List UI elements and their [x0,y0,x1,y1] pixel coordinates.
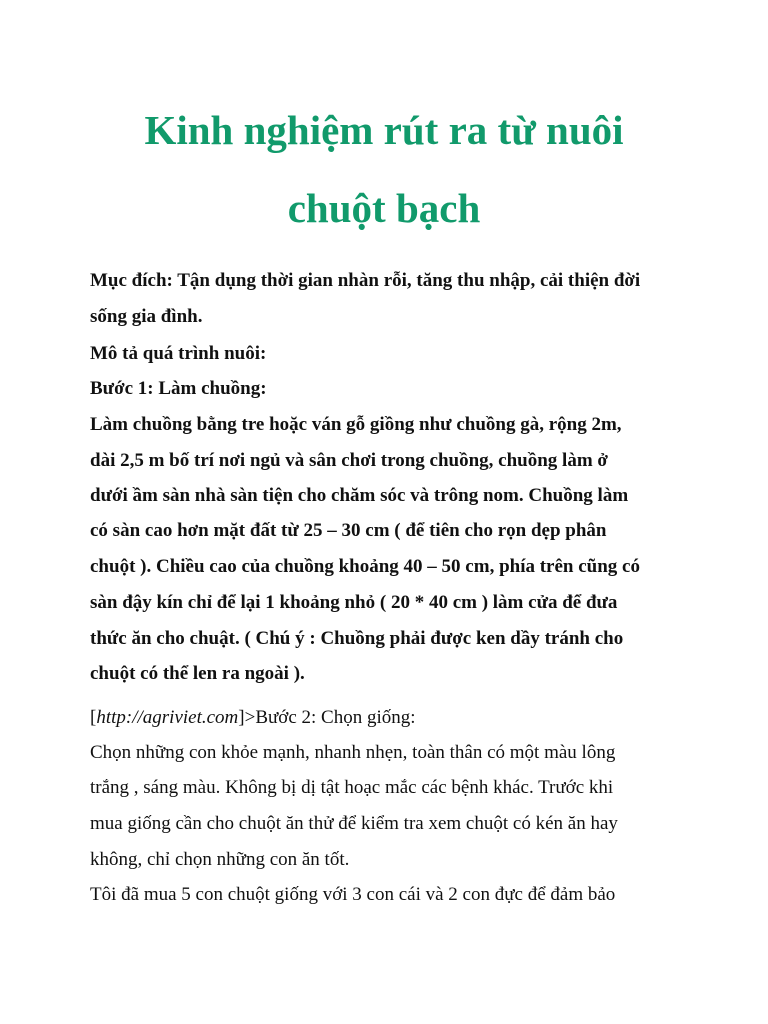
step1-paragraph-line: Làm chuồng bằng tre hoặc ván gỗ giồng như chuồng gà, rộng 2m, [90,414,622,435]
document-title-line-1: Kinh nghiệm rút ra từ nuôi [144,107,624,153]
step1-paragraph-line: dài 2,5 m bố trí nơi ngủ và sân chơi trong chuồng, chuồng làm ở [90,450,608,471]
step1-paragraph-line: chuột ). Chiều cao của chuồng khoảng 40 – 50 cm, phía trên cũng có [90,556,640,577]
bracket-open: [ [90,707,97,728]
step2-paragraph-line: Chọn những con khỏe mạnh, nhanh nhẹn, toàn thân có một màu lông [90,742,616,763]
step1-paragraph-line: dưới ầm sàn nhà sàn tiện cho chăm sóc và trông nom. Chuồng làm [90,485,629,506]
source-link[interactable]: http://agriviet.com [96,707,239,728]
step2-paragraph-line: trắng , sáng màu. Không bị dị tật hoạc mắc các bệnh khác. Trước khi [90,777,614,798]
step1-paragraph-line: thức ăn cho chuật. ( Chú ý : Chuồng phải được ken dầy tránh cho [90,628,624,649]
process-heading: Mô tả quá trình nuôi: [90,343,267,364]
step2-paragraph-line: mua giống cần cho chuột ăn thử để kiểm tra xem chuột có kén ăn hay [90,813,618,834]
step2-paragraph-line: không, chỉ chọn những con ăn tốt. [90,849,350,870]
step2-heading-line [90,706,750,730]
step2-heading: ]>Bước 2: Chọn giống: [238,707,416,728]
document-title-line-2: chuột bạch [287,185,481,231]
step1-paragraph-line: chuột có thể len ra ngoài ). [90,663,305,684]
purpose-line-1: Mục đích: Tận dụng thời gian nhàn rỗi, tăng thu nhập, cải thiện đời [90,270,641,291]
step1-paragraph-line: có sàn cao hơn mặt đất từ 25 – 30 cm ( để tiên cho rọn dẹp phân [90,520,607,541]
step1-heading: Bước 1: Làm chuồng: [90,378,267,399]
purpose-line-2: sống gia đình. [90,306,203,327]
step1-paragraph-line: sàn đậy kín chỉ để lại 1 khoảng nhỏ ( 20 * 40 cm ) làm cửa để đưa [90,592,618,613]
step2-paragraph-line: Tôi đã mua 5 con chuột giống với 3 con cái và 2 con đực để đảm bảo [90,884,616,905]
